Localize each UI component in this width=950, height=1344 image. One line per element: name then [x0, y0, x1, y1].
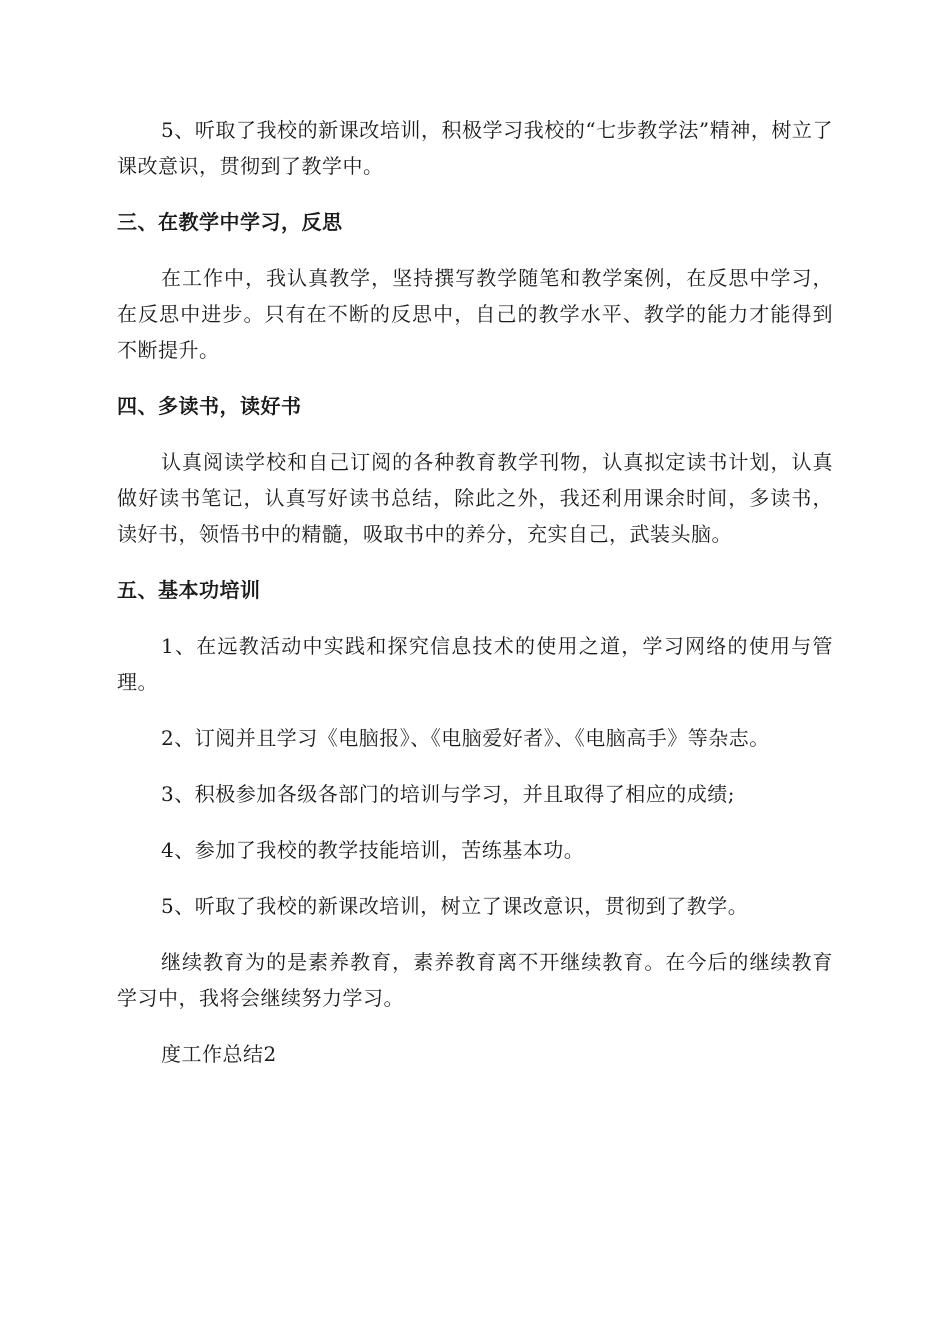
- paragraph-item-5: 5、听取了我校的新课改培训，树立了课改意识，贯彻到了教学。: [161, 894, 749, 918]
- paragraph-item-5-training: 5、听取了我校的新课改培训，积极学习我校的“七步教学法”精神，树立了课改意识，贯彻到了教学中。: [117, 118, 833, 178]
- section-heading-5: 五、基本功培训: [117, 578, 261, 602]
- document-body: [117, 112, 833, 1092]
- paragraph-reflection: 在工作中，我认真教学，坚持撰写教学随笔和教学案例，在反思中学习，在反思中进步。只有在不断的反思中，自己的教学水平、教学的能力才能得到不断提升。: [117, 266, 833, 362]
- paragraph-item-2: 2、订阅并且学习《电脑报》、《电脑爱好者》、《电脑高手》等杂志。: [161, 726, 770, 750]
- paragraph-reading: 认真阅读学校和自己订阅的各种教育教学刊物，认真拟定读书计划，认真做好读书笔记，认真写好读书总结，除此之外，我还利用课余时间，多读书，读好书，领悟书中的精髓，吸取书中的养分，充实自己，武装头脑。: [117, 450, 833, 546]
- section-heading-4: 四、多读书，读好书: [117, 394, 302, 418]
- paragraph-next-title: 度工作总结2: [161, 1042, 277, 1066]
- section-heading-3: 三、在教学中学习，反思: [117, 210, 343, 234]
- paragraph-item-4: 4、参加了我校的教学技能培训，苦练基本功。: [161, 838, 585, 862]
- paragraph-item-3: 3、积极参加各级各部门的培训与学习，并且取得了相应的成绩;: [161, 782, 735, 806]
- paragraph-item-1: 1、在远教活动中实践和探究信息技术的使用之道，学习网络的使用与管理。: [117, 634, 833, 694]
- paragraph-conclusion: 继续教育为的是素养教育，素养教育离不开继续教育。在今后的继续教育学习中，我将会继续努力学习。: [117, 950, 833, 1010]
